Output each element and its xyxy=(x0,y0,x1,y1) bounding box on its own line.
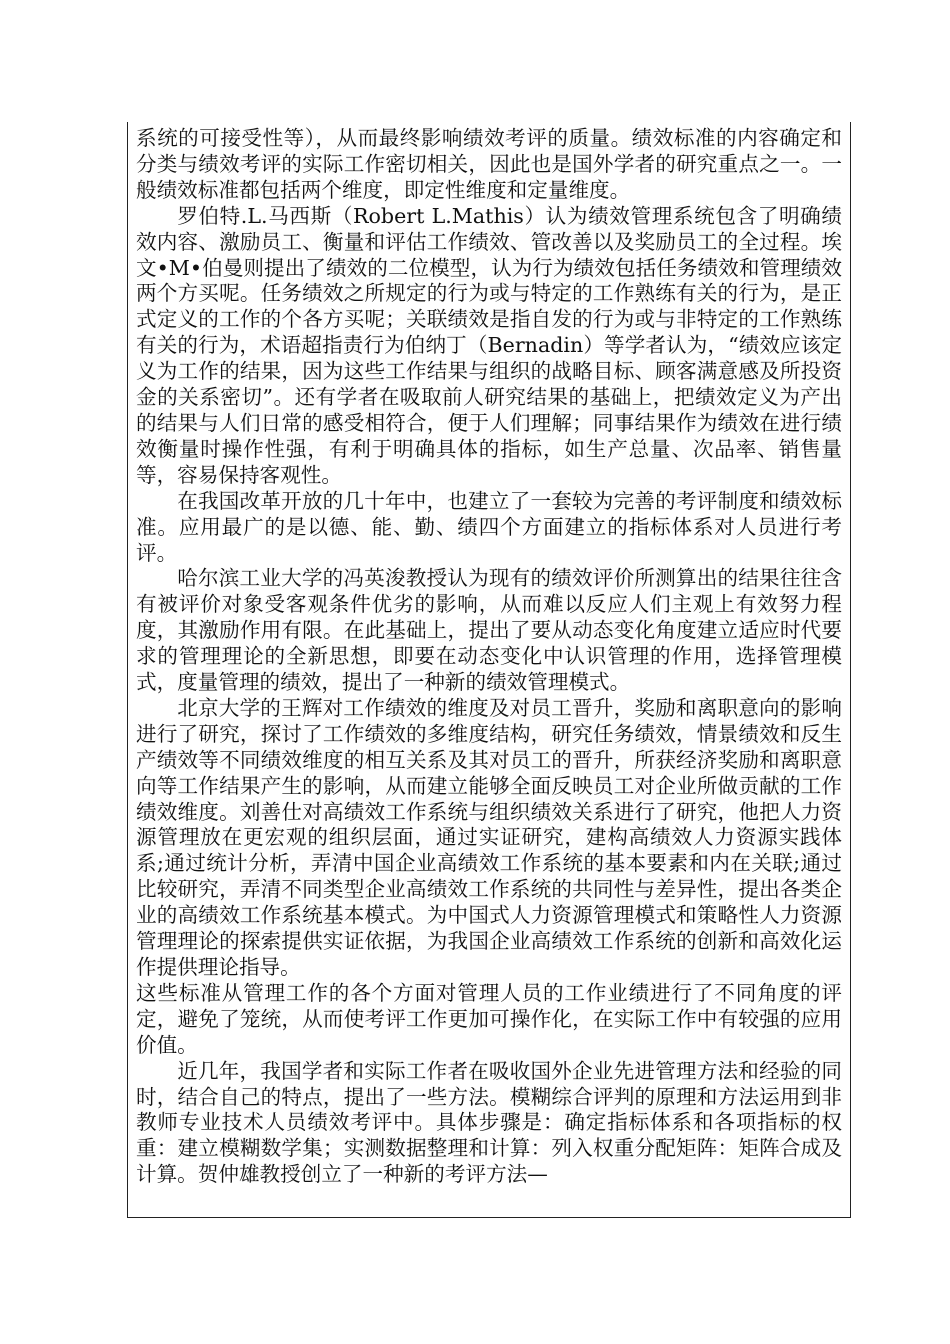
paragraph-7: 近几年，我国学者和实际工作者在吸收国外企业先进管理方法和经验的同时，结合自己的特点，提出了一些方法。模糊综合评判的原理和方法运用到非教师专业技术人员绩效考评中。具体步骤是：确定指标体系和各项指标的权重：建立模糊数学集；实测数据整理和计算：列入权重分配矩阵：矩阵合成及计算。贺仲雄教授创立了一种新的考评方法— xyxy=(136,1058,842,1187)
paragraph-3: 在我国改革开放的几十年中，也建立了一套较为完善的考评制度和绩效标准。应用最广的是以德、能、勤、绩四个方面建立的指标体系对人员进行考评。 xyxy=(136,488,842,565)
paragraph-1: 系统的可接受性等），从而最终影响绩效考评的质量。绩效标准的内容确定和分类与绩效考评的实际工作密切相关，因此也是国外学者的研究重点之一。一般绩效标准都包括两个维度，即定性维度和定量维度。 xyxy=(136,126,842,202)
paragraph-5: 北京大学的王辉对工作绩效的维度及对员工晋升，奖励和离职意向的影响进行了研究，探讨了工作绩效的多维度结构，研究任务绩效，情景绩效和反生产绩效等不同绩效维度的相互关系及其对员工的晋升，所获经济奖励和离职意向等工作结果产生的影响，从而建立能够全面反映员工对企业所做贡献的工作绩效维度。刘善仕对高绩效工作系统与组织绩效关系进行了研究，他把人力资源管理放在更宏观的组织层面，通过实证研究，建构高绩效人力资源实践体系;通过统计分析，弄清中国企业高绩效工作系统的基本要素和内在关联;通过比较研究，弄清不同类型企业高绩效工作系统的共同性与差异性，提出各类企业的高绩效工作系统基本模式。为中国式人力资源管理模式和策略性人力资源管理理论的探索提供实证依据，为我国企业高绩效工作系统的创新和高效化运作提供理论指导。 xyxy=(136,695,842,979)
paragraph-6: 这些标准从管理工作的各个方面对管理人员的工作业绩进行了不同角度的评定，避免了笼统，从而使考评工作更加可操作化，在实际工作中有较强的应用价值。 xyxy=(136,980,842,1057)
paragraph-2: 罗伯特.L.马西斯（Robert L.Mathis）认为绩效管理系统包含了明确绩效内容、激励员工、衡量和评估工作绩效、管改善以及奖励员工的全过程。埃文•M•伯曼则提出了绩效的二位模型，认为行为绩效包括任务绩效和管理绩效两个方买呢。任务绩效之所规定的行为或与特定的工作熟练有关的行为，是正式定义的工作的个各方买呢；关联绩效是指自发的行为或与非特定的工作熟练有关的行为，术语超指责行为伯纳丁（Bernadin）等学者认为，“绩效应该定义为工作的结果，因为这些工作结果与组织的战略目标、顾客满意感及所投资金的关系密切”。还有学者在吸取前人研究结果的基础上，把绩效定义为产出的结果与人们日常的感受相符合，便于人们理解；同事结果作为绩效在进行绩效衡量时操作性强，有利于明确具体的指标，如生产总量、次品率、销售量等，容易保持客观性。 xyxy=(136,203,842,487)
document-frame xyxy=(127,122,851,1218)
document-body xyxy=(136,126,842,1188)
paragraph-4: 哈尔滨工业大学的冯英浚教授认为现有的绩效评价所测算出的结果往往含有被评价对象受客观条件优劣的影响，从而难以反应人们主观上有效努力程度，其激励作用有限。在此基础上，提出了要从动态变化角度建立适应时代要求的管理理论的全新思想，即要在动态变化中认识管理的作用，选择管理模式，度量管理的绩效，提出了一种新的绩效管理模式。 xyxy=(136,566,842,695)
